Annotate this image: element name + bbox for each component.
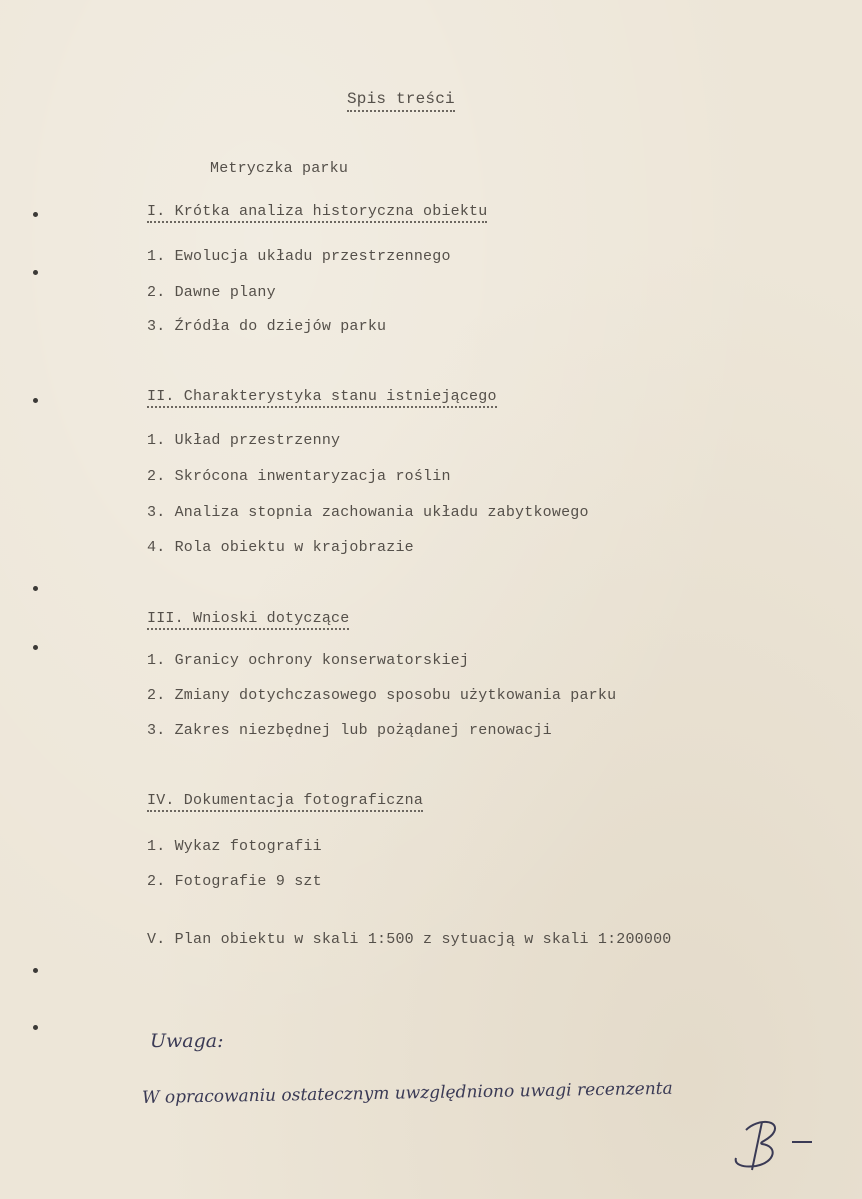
punch-hole [33, 968, 38, 973]
subtitle: Metryczka parku [210, 160, 349, 177]
punch-hole [33, 398, 38, 403]
list-item: 3. Źródła do dziejów parku [147, 318, 387, 335]
punch-hole [33, 586, 38, 591]
list-item: 2. Skrócona inwentaryzacja roślin [147, 468, 451, 485]
section-4-heading: IV. Dokumentacja fotograficzna [147, 792, 423, 812]
punch-hole [33, 645, 38, 650]
list-item: 2. Fotografie 9 szt [147, 873, 322, 890]
list-item: 3. Zakres niezbędnej lub pożądanej renowacji [147, 722, 552, 739]
list-item: 4. Rola obiektu w krajobrazie [147, 539, 414, 556]
list-item: 2. Zmiany dotychczasowego sposobu użytkowania parku [147, 687, 617, 704]
page-title: Spis treści [347, 90, 455, 112]
section-2-heading: II. Charakterystyka stanu istniejącego [147, 388, 497, 408]
punch-hole [33, 1025, 38, 1030]
section-3-heading: III. Wnioski dotyczące [147, 610, 349, 630]
section-1-heading: I. Krótka analiza historyczna obiektu [147, 203, 487, 223]
list-item: 1. Ewolucja układu przestrzennego [147, 248, 451, 265]
signature-mark [728, 1112, 823, 1174]
punch-hole [33, 270, 38, 275]
note-label: Uwaga: [150, 1030, 224, 1052]
list-item: 3. Analiza stopnia zachowania układu zabytkowego [147, 504, 589, 521]
list-item: 1. Wykaz fotografii [147, 838, 322, 855]
list-item: 2. Dawne plany [147, 284, 276, 301]
list-item: 1. Granicy ochrony konserwatorskiej [147, 652, 470, 669]
punch-hole [33, 212, 38, 217]
list-item: 1. Układ przestrzenny [147, 432, 341, 449]
final-line: V. Plan obiektu w skali 1:500 z sytuacją w skali 1:200000 [147, 931, 672, 948]
note-text: W opracowaniu ostatecznym uwzględniono uwagi recenzenta [141, 1078, 673, 1108]
